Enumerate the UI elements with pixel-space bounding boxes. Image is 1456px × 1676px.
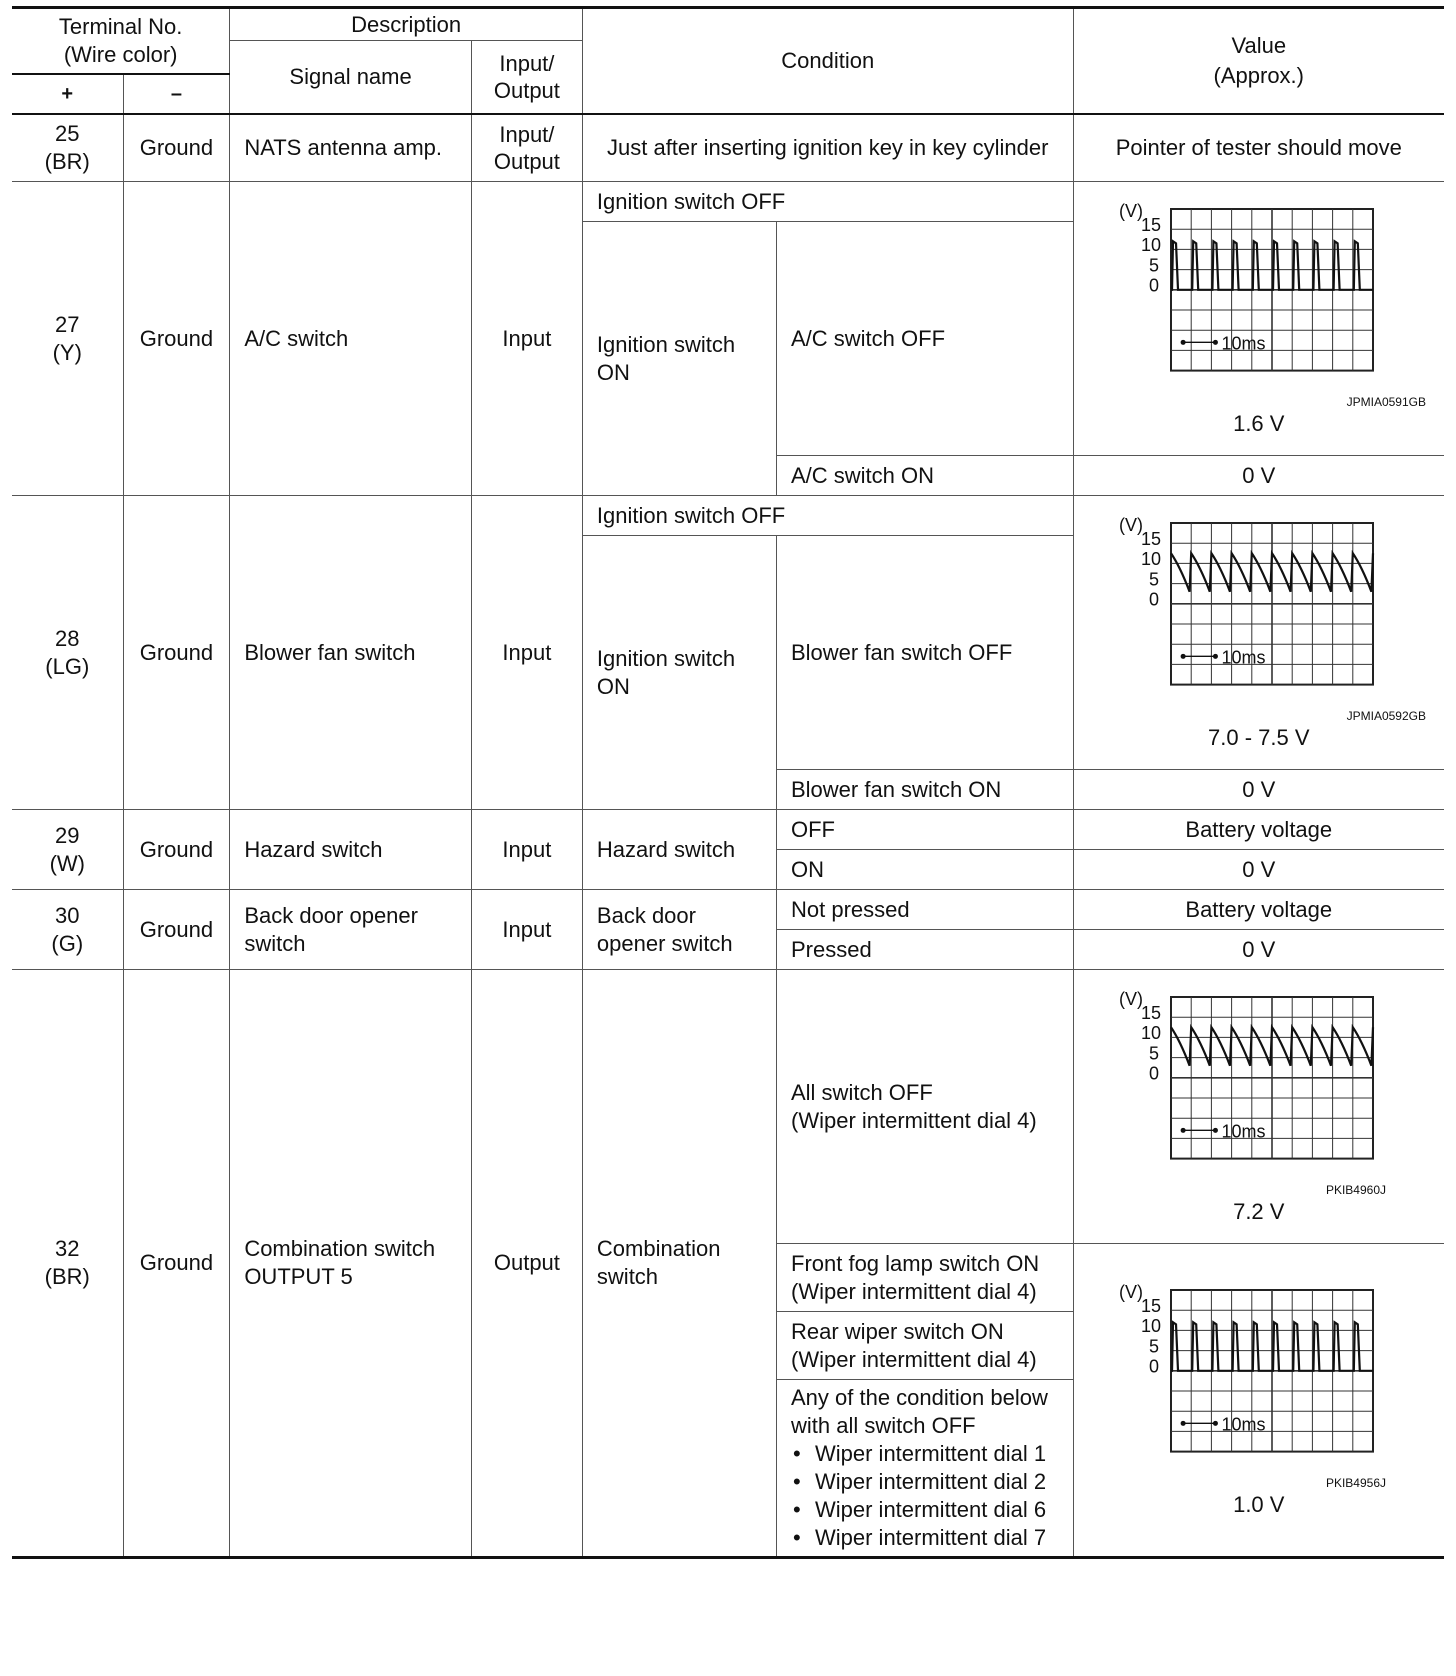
signal-name-cell: A/C switch [230, 182, 472, 496]
condition-ignition-on: Ignition switch ON [582, 222, 776, 496]
sub-condition-cell: Rear wiper switch ON (Wiper intermittent dial 4) [777, 1312, 1074, 1380]
figure-code: PKIB4960J [1325, 1182, 1386, 1197]
terminal-cell: 29 (W) [12, 810, 123, 890]
bullet-item: • Wiper intermittent dial 6 [791, 1496, 1059, 1524]
waveform-figure [1099, 199, 1419, 395]
terminal-cell: 30 (G) [12, 890, 123, 970]
ground-cell: Ground [123, 970, 230, 1558]
scope-tick-label: 10 [1140, 548, 1161, 569]
scope-tick-label: 15 [1140, 528, 1161, 549]
scope-tick-label: 15 [1140, 1002, 1161, 1023]
sub-condition-cell: Not pressed [777, 890, 1074, 930]
time-scale-marker [1180, 339, 1217, 344]
io-cell: Input [471, 890, 582, 970]
bullet-item: • Wiper intermittent dial 1 [791, 1440, 1059, 1468]
value-cell: 0 V [1073, 850, 1444, 890]
sub-condition-cell: A/C switch ON [777, 456, 1074, 496]
scope-tick-label: 5 [1148, 1042, 1159, 1063]
io-cell: Input [471, 496, 582, 810]
header-value: Value (Approx.) [1073, 8, 1444, 114]
ground-cell: Ground [123, 890, 230, 970]
scope-tick-label: 5 [1148, 254, 1159, 275]
condition-cell: Combination switch [582, 970, 776, 1558]
header-minus: – [123, 74, 230, 114]
scope-tick-label: 0 [1148, 1356, 1159, 1377]
io-cell: Input [471, 810, 582, 890]
condition-ignition-off: Ignition switch OFF [582, 182, 1073, 222]
scope-tick-label: 0 [1148, 275, 1159, 296]
header-signal-name: Signal name [230, 41, 472, 114]
signal-name-cell: NATS antenna amp. [230, 114, 472, 182]
io-cell: Output [471, 970, 582, 1558]
scope-tick-label: 0 [1148, 1063, 1159, 1084]
scope-tick-label: 10 [1140, 1022, 1161, 1043]
time-scale-marker [1180, 1127, 1217, 1132]
sub-condition-cell: ON [777, 850, 1074, 890]
bullet-item: • Wiper intermittent dial 2 [791, 1468, 1059, 1496]
sub-condition-cell: Pressed [777, 930, 1074, 970]
scope-tick-label: 5 [1148, 568, 1159, 589]
scope-tick-label: 10 [1140, 1316, 1161, 1337]
value-cell: 0 V [1073, 456, 1444, 496]
terminal-spec-table [12, 6, 1444, 1559]
scope-tick-label: 5 [1148, 1336, 1159, 1357]
figure-code: JPMIA0592GB [1346, 708, 1426, 723]
condition-ignition-off: Ignition switch OFF [582, 496, 1073, 536]
table-row-27 [12, 182, 1444, 222]
scope-unit-label: (V) [1118, 200, 1143, 221]
terminal-cell: 27 (Y) [12, 182, 123, 496]
scope-grid [1171, 997, 1373, 1159]
value-waveform-cell [1073, 970, 1444, 1244]
header-description: Description [230, 8, 583, 41]
sub-condition-lead: Any of the condition below with all switch OFF [791, 1385, 1048, 1438]
condition-ignition-on: Ignition switch ON [582, 536, 776, 810]
terminal-cell: 32 (BR) [12, 970, 123, 1558]
header-input-output: Input/ Output [471, 41, 582, 114]
scope-tick-label: 10 [1140, 234, 1161, 255]
condition-cell: Hazard switch [582, 810, 776, 890]
value-text: 7.0 - 7.5 V [1208, 724, 1310, 750]
value-waveform-cell [1073, 496, 1444, 770]
waveform-figure [1099, 987, 1419, 1183]
header-plus: + [12, 74, 123, 114]
scope-unit-label: (V) [1118, 988, 1143, 1009]
scope-unit-label: (V) [1118, 1282, 1143, 1302]
table-row-32 [12, 970, 1444, 1244]
value-text: 1.6 V [1233, 410, 1285, 436]
io-cell: Input [471, 182, 582, 496]
bullet-item: • Wiper intermittent dial 7 [791, 1524, 1059, 1552]
sub-condition-cell: A/C switch OFF [777, 222, 1074, 456]
ground-cell: Ground [123, 810, 230, 890]
time-scale-label: 10ms [1221, 332, 1266, 353]
value-waveform-cell [1073, 1244, 1444, 1558]
sub-condition-cell: All switch OFF (Wiper intermittent dial 4) [777, 970, 1074, 1244]
ground-cell: Ground [123, 496, 230, 810]
table-row-28 [12, 496, 1444, 536]
value-cell: Pointer of tester should move [1073, 114, 1444, 182]
value-text: 7.2 V [1233, 1198, 1285, 1224]
io-cell: Input/ Output [471, 114, 582, 182]
terminal-cell: 25 (BR) [12, 114, 123, 182]
waveform-figure [1099, 1280, 1419, 1476]
sub-condition-cell [777, 1380, 1074, 1558]
signal-name-cell: Back door opener switch [230, 890, 472, 970]
time-scale-marker [1180, 653, 1217, 658]
signal-name-cell: Blower fan switch [230, 496, 472, 810]
ground-cell: Ground [123, 114, 230, 182]
header-condition: Condition [582, 8, 1073, 114]
terminal-cell: 28 (LG) [12, 496, 123, 810]
signal-name-cell: Combination switch OUTPUT 5 [230, 970, 472, 1558]
sub-condition-cell: Blower fan switch ON [777, 770, 1074, 810]
value-cell: 0 V [1073, 930, 1444, 970]
waveform-figure [1099, 513, 1419, 709]
time-scale-marker [1180, 1421, 1217, 1426]
value-text: 1.0 V [1233, 1492, 1285, 1517]
table-row-25 [12, 114, 1444, 182]
time-scale-label: 10ms [1221, 646, 1266, 667]
value-cell: Battery voltage [1073, 890, 1444, 930]
time-scale-label: 10ms [1221, 1120, 1266, 1141]
value-waveform-cell [1073, 182, 1444, 456]
time-scale-label: 10ms [1221, 1414, 1266, 1435]
condition-cell: Just after inserting ignition key in key cylinder [582, 114, 1073, 182]
scope-grid [1171, 523, 1373, 685]
scope-unit-label: (V) [1118, 514, 1143, 535]
scope-tick-label: 15 [1140, 1296, 1161, 1316]
signal-name-cell: Hazard switch [230, 810, 472, 890]
value-cell: Battery voltage [1073, 810, 1444, 850]
figure-code: JPMIA0591GB [1346, 394, 1426, 409]
table-row-30 [12, 890, 1444, 930]
sub-condition-cell: Front fog lamp switch ON (Wiper intermittent dial 4) [777, 1244, 1074, 1312]
value-cell: 0 V [1073, 770, 1444, 810]
scope-tick-label: 15 [1140, 214, 1161, 235]
sub-condition-cell: OFF [777, 810, 1074, 850]
scope-tick-label: 0 [1148, 589, 1159, 610]
ground-cell: Ground [123, 182, 230, 496]
condition-cell: Back door opener switch [582, 890, 776, 970]
figure-code: PKIB4956J [1325, 1476, 1386, 1490]
sub-condition-cell: Blower fan switch OFF [777, 536, 1074, 770]
table-row-29 [12, 810, 1444, 850]
header-terminal: Terminal No. (Wire color) [12, 8, 230, 74]
